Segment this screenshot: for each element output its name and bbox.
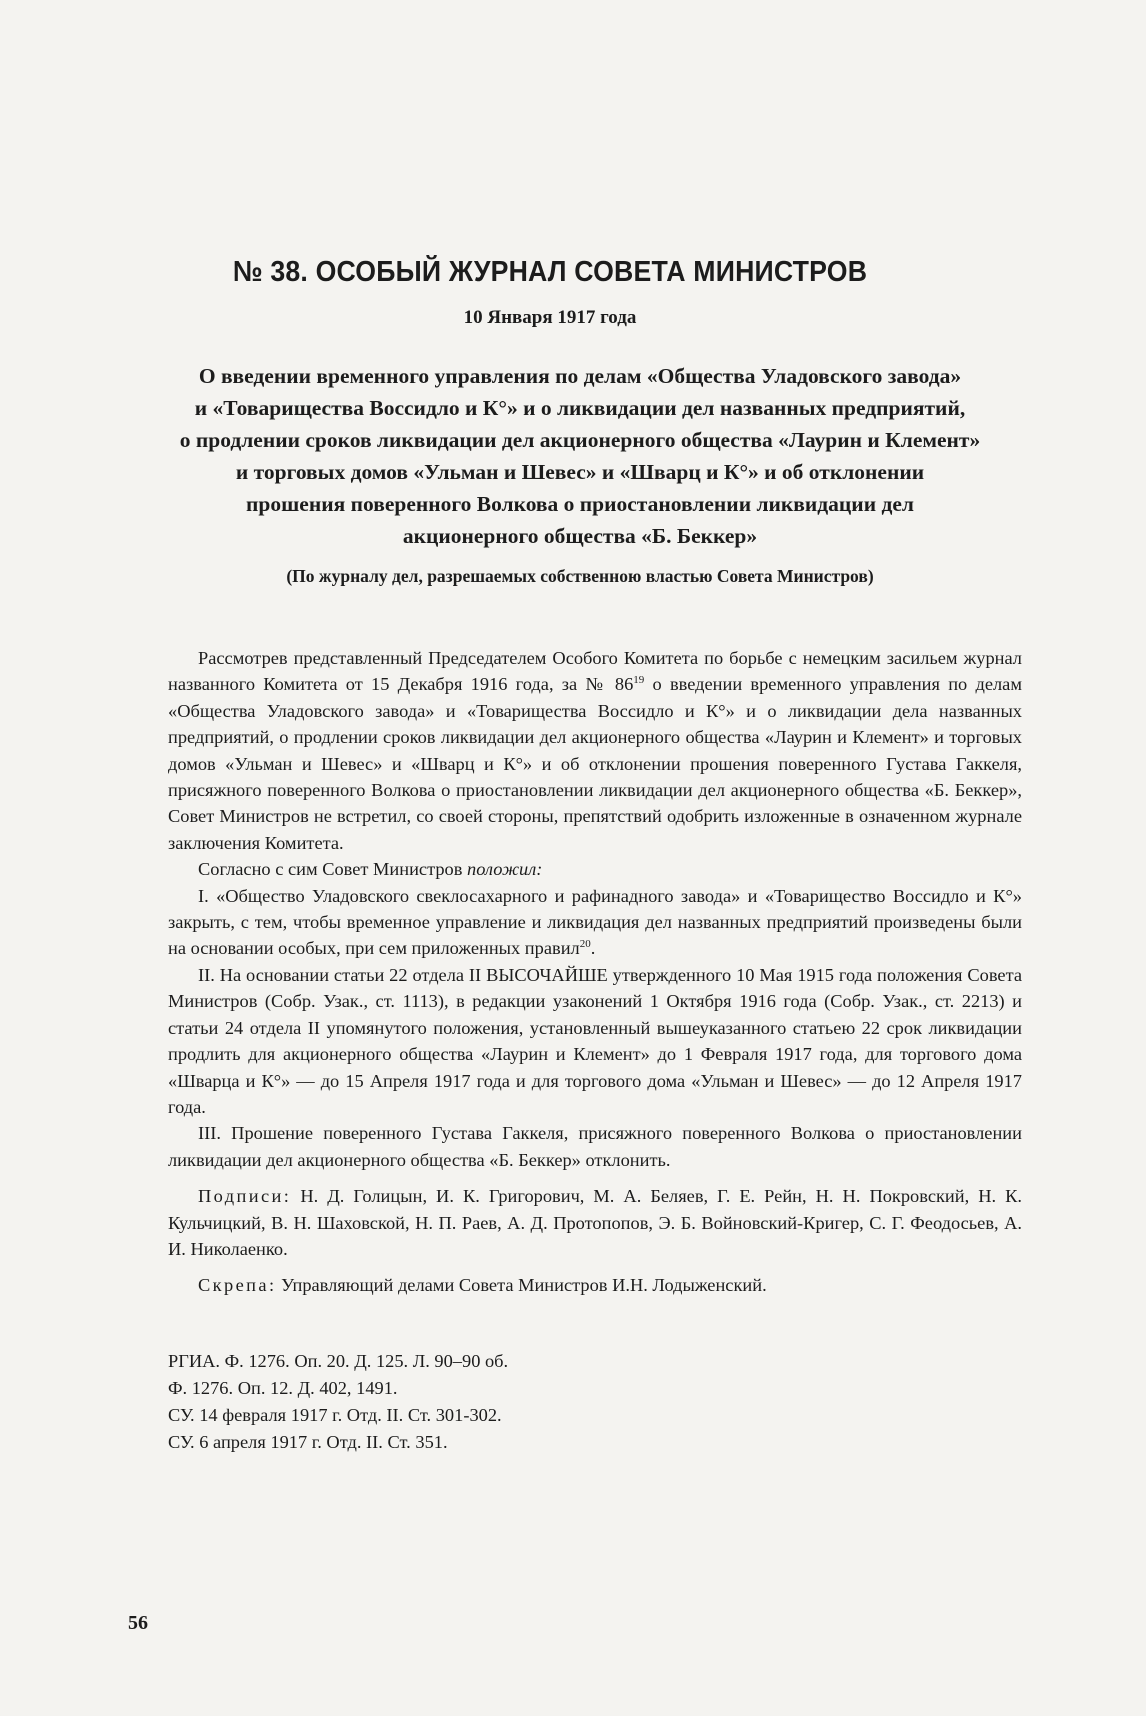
item-2: II. На основании статьи 22 отдела II ВЫСОЧАЙШЕ утвержденного 10 Мая 1915 года положения Совета Министров (Собр. Узак., ст. 1113), в редакции узаконений 1 Октября 1916 года (Собр. Узак., ст. 2213) и статьи 24 отдела II упомянутого положения, установленный вышеуказанного статьею 22 срок ликвидации продлить для акционерного общества «Лаурин и Клемент» до 1 Февраля 1917 года, для торгового дома «Шварца и К°» — до 15 Апреля 1917 года и для торгового дома «Ульман и Шевес» — до 12 Апреля 1917 года. [168, 964, 1022, 1117]
document-date: 10 Января 1917 года [463, 307, 637, 328]
heading-line: акционерного общества «Б. Беккер» [402, 524, 758, 548]
item-1: I. «Общество Уладовского свеклосахарного и рафинадного завода» и «Товарищество Воссидло и К°» закрыть, с тем, чтобы временное управление и ликвидация дел названных предприятий произведены были на основании особых, при сем приложенных правил$^{20}$. [168, 885, 1022, 959]
source-line: РГИА. Ф. 1276. Оп. 20. Д. 125. Л. 90–90 об. [168, 1351, 509, 1371]
document-body [168, 645, 1022, 1299]
document-title: № 38. ОСОБЫЙ ЖУРНАЛ СОВЕТА МИНИСТРОВ [232, 256, 868, 288]
footnote-ref: 19 [633, 674, 645, 687]
countersignature: Скрепа: Управляющий делами Совета Министров И.Н. Лодыженский. [198, 1275, 767, 1296]
source-line: СУ. 6 апреля 1917 г. Отд. II. Ст. 351. [168, 1432, 448, 1452]
heading-line: и торговых домов «Ульман и Шевес» и «Шварц и К°» и об отклонении [235, 460, 925, 484]
archival-sources [168, 1348, 1022, 1456]
signatures: Подписи: Н. Д. Голицын, И. К. Григорович, М. А. Беляев, Г. Е. Рейн, Н. Н. Покровский, Н. К. Кульчицкий, В. Н. Шаховской, Н. П. Раев, А. Д. Протопопов, Э. Б. Войновский-Кригер, С. Г. Феодосьев, А. И. Николаенко. [168, 1186, 1022, 1259]
heading-line: и «Товарищества Воссидло и К°» и о ликвидации дел названных предприятий, [194, 396, 966, 420]
source-line: Ф. 1276. Оп. 12. Д. 402, 1491. [168, 1378, 398, 1398]
document-subnote: (По журналу дел, разрешаемых собственною властью Совета Министров) [286, 566, 874, 586]
item-3: III. Прошение поверенного Густава Гаккеля, присяжного поверенного Волкова о приостановлении ликвидации дел акционерного общества «Б. Беккер» отклонить. [168, 1123, 1022, 1170]
page-number: 56 [128, 1612, 148, 1634]
heading-line: о продлении сроков ликвидации дел акционерного общества «Лаурин и Клемент» [179, 428, 981, 452]
intro-paragraph: Рассмотрев представленный Председателем Особого Комитета по борьбе с немецким засильем журнал названного Комитета от 15 Декабря 1916 года, за № $86^{19}$ о введении временного управления по делам «Общества Уладовского завода» и «Товарищества Воссидло и К°» и о ликвидации дела названных предприятий, о продлении сроков ликвидации дел акционерного общества «Лаурин и Клемент» и торговых домов «Ульман и Шевес» и «Шварц и К°» и об отклонении прошения поверенного Густава Гаккеля, присяжного поверенного Волкова о приостановлении ликвидации дел акционерного общества «Б. Беккер», Совет Министров не встретил, со своей стороны, препятствий одобрить изложенные в означенном журнале заключения Комитета. [168, 648, 1022, 853]
source-line: СУ. 14 февраля 1917 г. Отд. II. Ст. 301-302. [168, 1405, 502, 1425]
resolution-paragraph: Согласно с сим Совет Министров положил: [198, 859, 543, 880]
heading-line: О введении временного управления по делам «Общества Уладовского завода» [198, 364, 962, 388]
heading-line: прошения поверенного Волкова о приостановлении ликвидации дел [246, 492, 914, 516]
document-heading [140, 360, 1020, 552]
footnote-ref: 20 [579, 938, 591, 951]
